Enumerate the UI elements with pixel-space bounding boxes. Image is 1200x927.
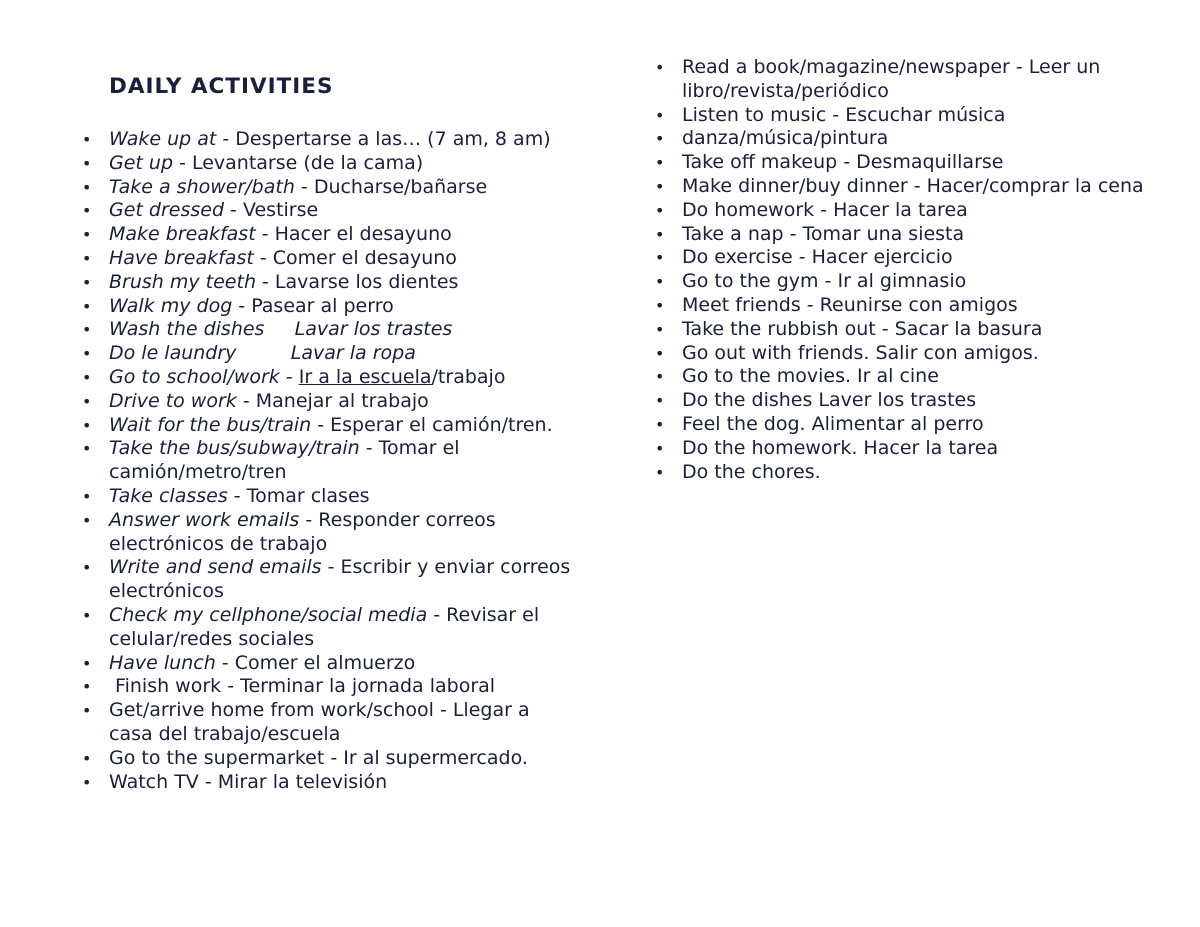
spanish-translation: Revisar el celular/redes sociales [109,603,546,650]
english-phrase: Take the bus/subway/train [109,437,360,460]
list-item: • Take off makeup - Desmaquillarse [682,151,1162,175]
spanish-translation: Tomar el camión/metro/tren [109,437,466,484]
separator: - [427,603,447,626]
english-phrase: Take classes [109,484,228,507]
list-item [109,771,579,795]
spanish-translation: Escribir y enviar correos electrónicos [109,556,577,603]
spanish-translation-underlined: Ir a la escuela [298,365,432,388]
spanish-translation: Responder correos electrónicos de trabajo [109,508,502,555]
separator: - [227,484,247,507]
list-item: • Listen to music - Escuchar música [682,104,1162,128]
separator: - [215,651,235,674]
right-activity-list [682,56,1162,484]
left-activity-list [109,128,579,794]
list-item [109,747,579,771]
separator: - [294,175,314,198]
list-item: • Take a nap - Tomar una siesta [682,223,1162,247]
list-item [109,366,579,390]
separator: - [311,413,331,436]
spanish-translation: Esperar el camión/tren. [330,413,553,436]
list-item [109,485,579,509]
english-phrase: Walk my dog [109,294,233,317]
spanish-translation: Pasear al perro [251,294,394,317]
list-item: • Take the rubbish out - Sacar la basura [682,318,1162,342]
english-phrase: Wake up at [109,128,217,150]
separator: - [299,508,319,531]
list-item [109,271,579,295]
separator: - [173,151,192,174]
spanish-translation: Comer el desayuno [272,246,457,269]
english-phrase: Make breakfast [109,223,256,246]
list-item: • Make dinner/buy dinner - Hacer/comprar la cena [682,175,1162,199]
separator: - [255,223,275,246]
english-phrase: Get up [109,151,174,174]
separator: - [279,365,299,388]
english-phrase: Wash the dishes [109,318,265,341]
spanish-translation: Tomar clases [246,484,370,507]
english-phrase: Check my cellphone/social media [109,603,428,626]
spanish-translation: Lavarse los dientes [274,270,459,293]
list-item: • Feel the dog. Alimentar al perro [682,413,1162,437]
list-item: • Do exercise - Hacer ejercicio [682,246,1162,270]
english-phrase: Drive to work [109,389,237,412]
spanish-translation: Lavar los trastes [294,318,453,341]
list-item [109,199,579,223]
separator: - [232,294,252,317]
list-item [109,604,579,652]
list-item: • Do homework - Hacer la tarea [682,199,1162,223]
list-item [109,318,579,342]
list-item [109,556,579,604]
list-item: • Go to the movies. Ir al cine [682,365,1162,389]
spanish-translation: Despertarse a las… (7 am, 8 am) [235,128,551,150]
separator: - [236,389,256,412]
spanish-translation: Vestirse [242,199,319,222]
spanish-translation: Manejar al trabajo [255,389,429,412]
english-phrase: Take a shower/bath [109,175,295,198]
list-item [109,414,579,438]
list-item: • Read a book/magazine/newspaper - Leer un libro/revista/periódico [682,56,1162,104]
activity-text: Finish work - Terminar la jornada laboral [109,675,496,698]
english-phrase: Write and send emails [109,556,322,579]
separator: - [224,199,243,222]
list-item: • Do the homework. Hacer la tarea [682,437,1162,461]
list-item [109,437,579,485]
list-item [109,295,579,319]
list-item: • danza/música/pintura [682,127,1162,151]
list-item: • Meet friends - Reunirse con amigos [682,294,1162,318]
list-item [109,128,579,152]
separator: - [255,270,275,293]
list-item: • Do the dishes Laver los trastes [682,389,1162,413]
list-item [109,176,579,200]
english-phrase: Answer work emails [109,508,300,531]
list-item [109,675,579,699]
english-phrase: Do le laundry [109,342,237,365]
spanish-translation: Lavar la ropa [290,342,416,365]
english-phrase: Wait for the bus/train [109,413,312,436]
list-item [109,247,579,271]
page-title: DAILY ACTIVITIES [109,74,334,99]
list-item [109,390,579,414]
spanish-translation: Levantarse (de la cama) [191,151,424,174]
list-item: • Go out with friends. Salir con amigos. [682,342,1162,366]
separator: - [321,556,341,579]
list-item: • Go to the gym - Ir al gimnasio [682,270,1162,294]
spanish-translation: /trabajo [431,365,506,388]
separator: - [253,246,273,269]
list-item [109,509,579,557]
activity-text: Watch TV - Mirar la televisión [109,770,388,793]
separator: - [216,128,236,150]
english-phrase: Have lunch [109,651,216,674]
list-item: • Do the chores. [682,461,1162,485]
spanish-translation: Ducharse/bañarse [313,175,488,198]
english-phrase: Go to school/work [109,365,280,388]
list-item [109,152,579,176]
english-phrase: Have breakfast [109,246,254,269]
separator [236,342,290,364]
activity-text: Get/arrive home from work/school - Llegar a casa del trabajo/escuela [109,699,536,745]
list-item [109,699,579,747]
list-item [109,652,579,676]
english-phrase: Brush my teeth [109,270,256,293]
list-item [109,223,579,247]
spanish-translation: Comer el almuerzo [234,651,416,674]
separator: - [359,437,379,460]
spanish-translation: Hacer el desayuno [274,223,452,246]
activity-text: Go to the supermarket - Ir al supermercado. [109,746,528,769]
separator [264,318,294,340]
list-item [109,342,579,366]
english-phrase: Get dressed [109,199,225,222]
